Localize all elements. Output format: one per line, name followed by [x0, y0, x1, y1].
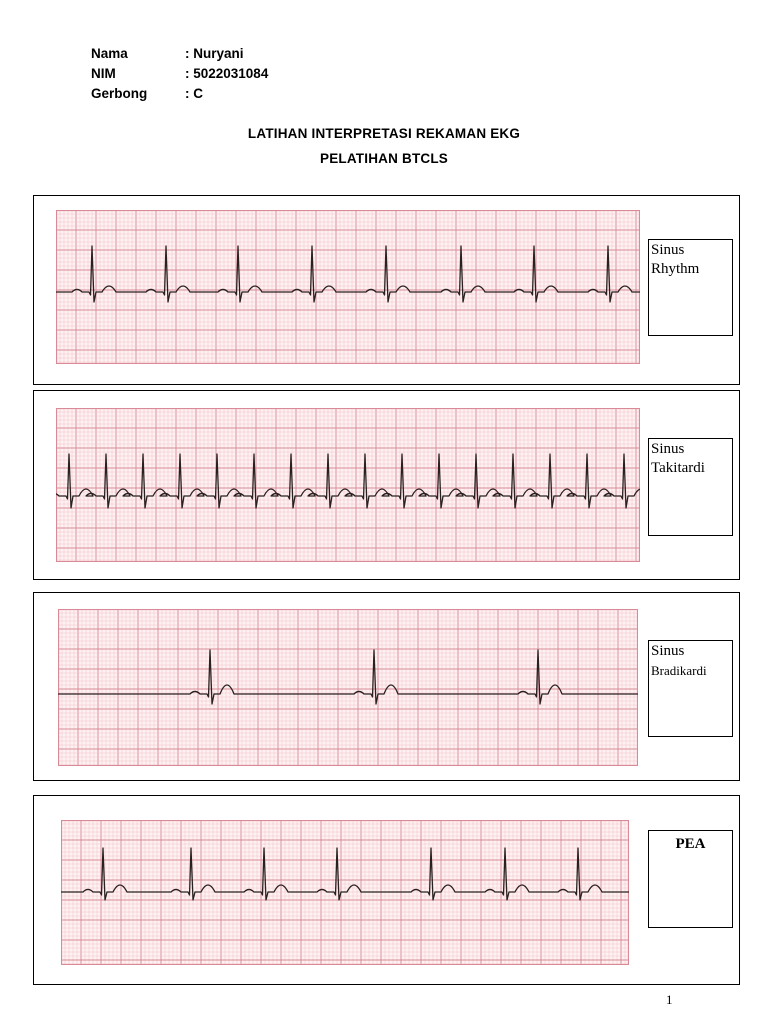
answer-box-3[interactable]	[648, 640, 733, 737]
ekg-panel-3	[33, 592, 740, 781]
ekg-panel-2	[33, 390, 740, 580]
answer-3-line1: Sinus	[651, 643, 685, 659]
document-subtitle: PELATIHAN BTCLS	[320, 151, 448, 166]
answer-3-line2: Bradikardi	[651, 663, 707, 678]
student-info	[91, 44, 268, 104]
ekg-panel-4	[33, 795, 740, 985]
name-value: : Nuryani	[185, 46, 244, 61]
nim-row	[91, 64, 268, 84]
answer-2-line2: Takitardi	[651, 460, 705, 476]
group-row	[91, 84, 268, 104]
answer-2-line1: Sinus	[651, 441, 685, 457]
ekg-strip-3	[58, 609, 638, 766]
ekg-strip-2	[56, 408, 640, 562]
answer-1-line1: Sinus	[651, 242, 685, 258]
document-title: LATIHAN INTERPRETASI REKAMAN EKG	[247, 126, 521, 141]
name-label: Nama	[91, 46, 128, 61]
group-label: Gerbong	[91, 86, 148, 101]
ekg-strip-1	[56, 210, 640, 364]
name-row	[91, 44, 268, 64]
answer-box-2[interactable]	[648, 438, 733, 536]
nim-value: : 5022031084	[185, 66, 269, 81]
nim-label: NIM	[91, 66, 116, 81]
group-value: : C	[185, 86, 203, 101]
answer-box-4[interactable]	[648, 830, 733, 928]
answer-1-line2: Rhythm	[651, 261, 700, 277]
page-number: 1	[666, 992, 673, 1007]
answer-box-1[interactable]	[648, 239, 733, 336]
ekg-panel-1	[33, 195, 740, 385]
ekg-strip-4	[61, 820, 629, 965]
answer-4-line1: PEA	[675, 836, 706, 852]
